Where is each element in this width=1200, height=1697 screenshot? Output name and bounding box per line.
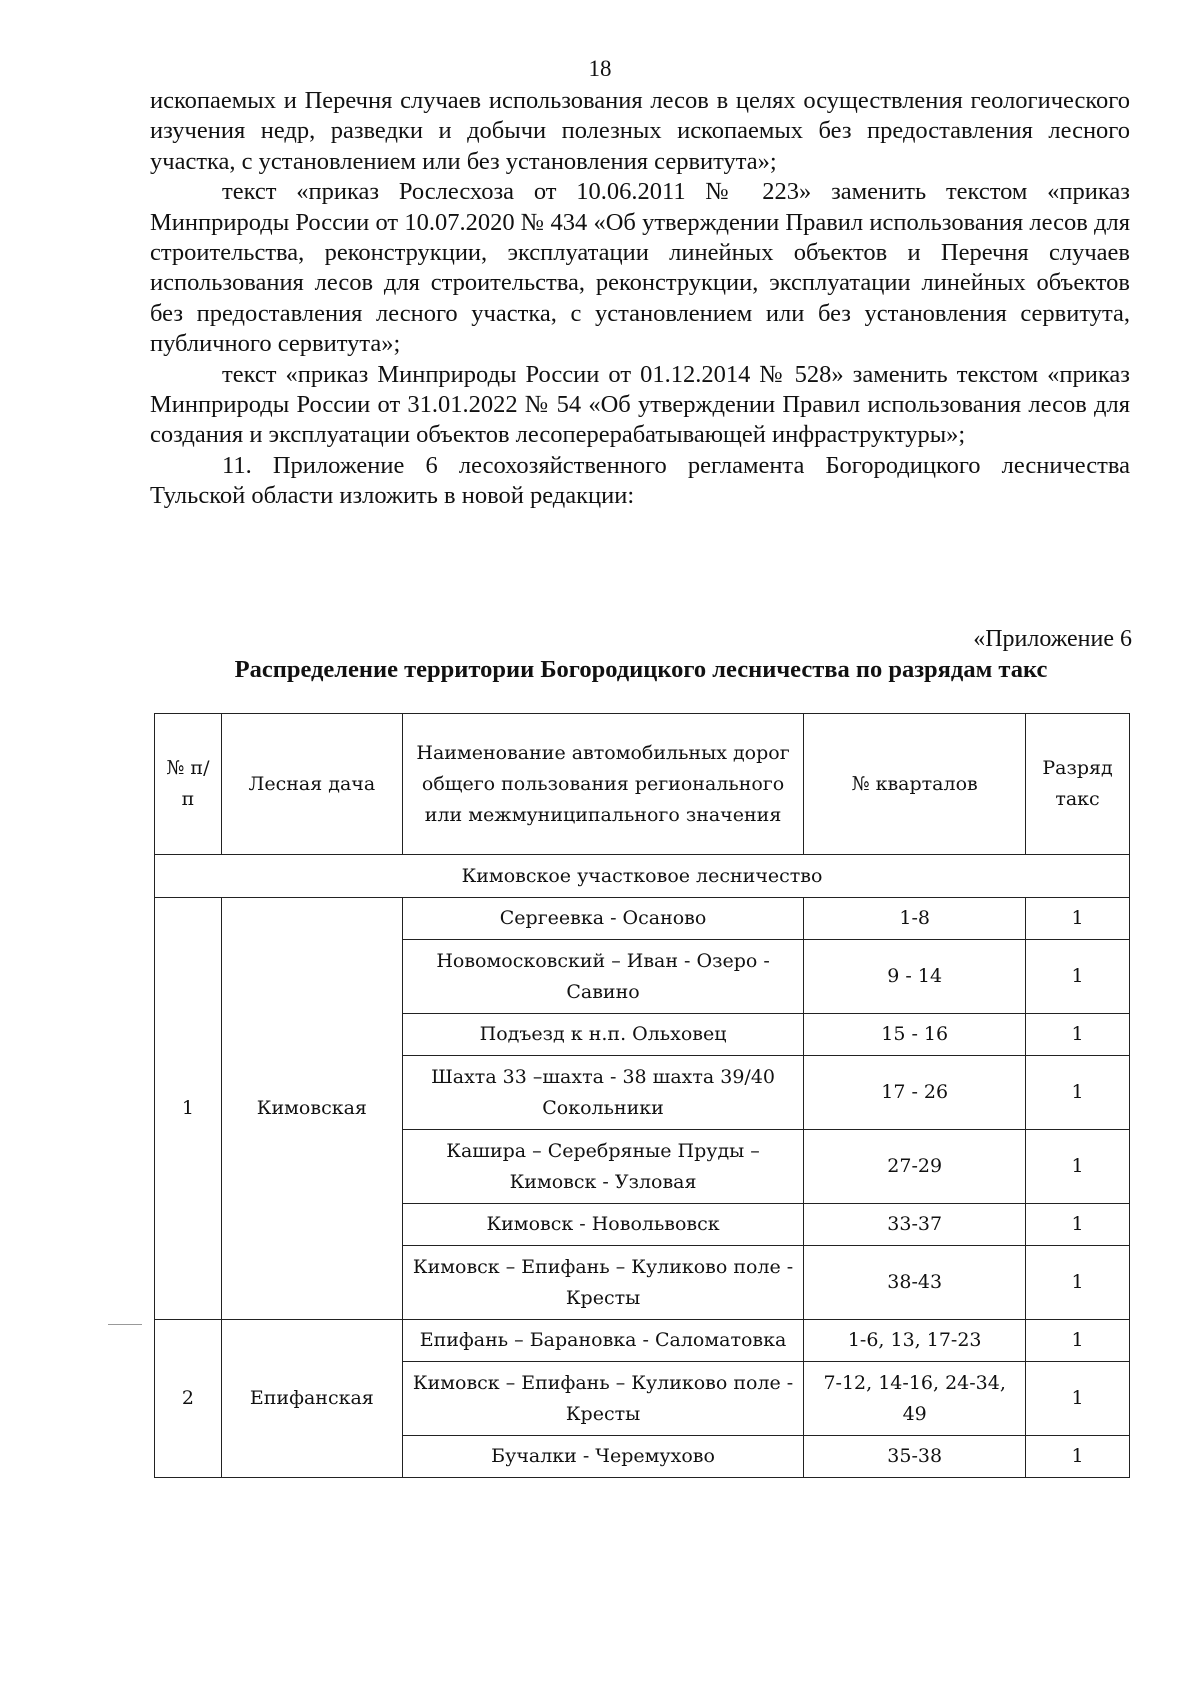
tax-rank-table <box>154 713 1130 1478</box>
header-num: № п/п <box>155 714 222 855</box>
header-quarters: № кварталов <box>804 714 1026 855</box>
table-row <box>155 898 1130 940</box>
table-title: Распределение территории Богородицкого лесничества по разрядам такс <box>234 656 1048 683</box>
road-cell: Кимовск – Епифань – Куликово поле - Кресты <box>402 1246 804 1320</box>
rank-cell: 1 <box>1026 1204 1130 1246</box>
appendix-label: «Приложение 6 <box>973 626 1132 652</box>
road-cell: Кашира – Серебряные Пруды – Кимовск - Узловая <box>402 1130 804 1204</box>
rank-cell: 1 <box>1026 898 1130 940</box>
rank-cell: 1 <box>1026 940 1130 1014</box>
header-road: Наименование автомобильных дорог общего пользования регионального или межмуниципального значения <box>402 714 804 855</box>
quarters-cell: 35-38 <box>804 1436 1026 1478</box>
road-cell: Подъезд к н.п. Ольховец <box>402 1014 804 1056</box>
quarters-cell: 27-29 <box>804 1130 1026 1204</box>
quarters-cell: 1-8 <box>804 898 1026 940</box>
paragraph: текст «приказ Рослесхоза от 10.06.2011 № 223» заменить текстом «приказ Минприроды России от 10.07.2020 № 434 «Об утверждении Правил использования лесов для строительства, реконструкции, эксплуатации линейных объектов и Перечня случаев использования лесов для строительства, реконструкции, эксплуатации линейных объектов без предоставления лесного участка, с установлением или без установления сервитута, публичного сервитута»; <box>150 178 1130 358</box>
group-dacha: Епифанская <box>221 1320 402 1478</box>
quarters-cell: 1-6, 13, 17-23 <box>804 1320 1026 1362</box>
rank-cell: 1 <box>1026 1362 1130 1436</box>
table-row <box>155 1320 1130 1362</box>
road-cell: Сергеевка - Осаново <box>402 898 804 940</box>
quarters-cell: 33-37 <box>804 1204 1026 1246</box>
paragraph: ископаемых и Перечня случаев использования лесов в целях осуществления геологического изучения недр, разведки и добычи полезных ископаемых без предоставления лесного участка, с установлением или без установления сервитута»; <box>150 87 1130 175</box>
rank-cell: 1 <box>1026 1130 1130 1204</box>
body-text <box>150 86 1130 512</box>
group-dacha: Кимовская <box>221 898 402 1320</box>
quarters-cell: 17 - 26 <box>804 1056 1026 1130</box>
group-num: 1 <box>155 898 222 1320</box>
rank-cell: 1 <box>1026 1436 1130 1478</box>
rank-cell: 1 <box>1026 1320 1130 1362</box>
group-num: 2 <box>155 1320 222 1478</box>
header-rank: Разряд такс <box>1026 714 1130 855</box>
header-dacha: Лесная дача <box>221 714 402 855</box>
rank-cell: 1 <box>1026 1014 1130 1056</box>
road-cell: Кимовск - Новольвовск <box>402 1204 804 1246</box>
table-header-row <box>155 714 1130 855</box>
page-number: 18 <box>588 56 612 81</box>
road-cell: Шахта 33 –шахта - 38 шахта 39/40 Сокольники <box>402 1056 804 1130</box>
road-cell: Кимовск – Епифань – Куликово поле - Кресты <box>402 1362 804 1436</box>
rank-cell: 1 <box>1026 1246 1130 1320</box>
paragraph: текст «приказ Минприроды России от 01.12.2014 № 528» заменить текстом «приказ Минприроды России от 31.01.2022 № 54 «Об утверждении Правил использования лесов для создания и эксплуатации объектов лесоперерабатывающей инфраструктуры»; <box>150 360 1130 449</box>
road-cell: Бучалки - Черемухово <box>402 1436 804 1478</box>
section-row <box>155 855 1130 898</box>
rank-cell: 1 <box>1026 1056 1130 1130</box>
road-cell: Епифань – Барановка - Саломатовка <box>402 1320 804 1362</box>
quarters-cell: 7-12, 14-16, 24-34, 49 <box>804 1362 1026 1436</box>
quarters-cell: 15 - 16 <box>804 1014 1026 1056</box>
section-title: Кимовское участковое лесничество <box>155 855 1130 898</box>
paragraph: 11. Приложение 6 лесохозяйственного регламента Богородицкого лесничества Тульской области изложить в новой редакции: <box>150 451 1130 510</box>
quarters-cell: 9 - 14 <box>804 940 1026 1014</box>
road-cell: Новомосковский – Иван - Озеро - Савино <box>402 940 804 1014</box>
quarters-cell: 38-43 <box>804 1246 1026 1320</box>
margin-mark <box>108 1324 142 1325</box>
